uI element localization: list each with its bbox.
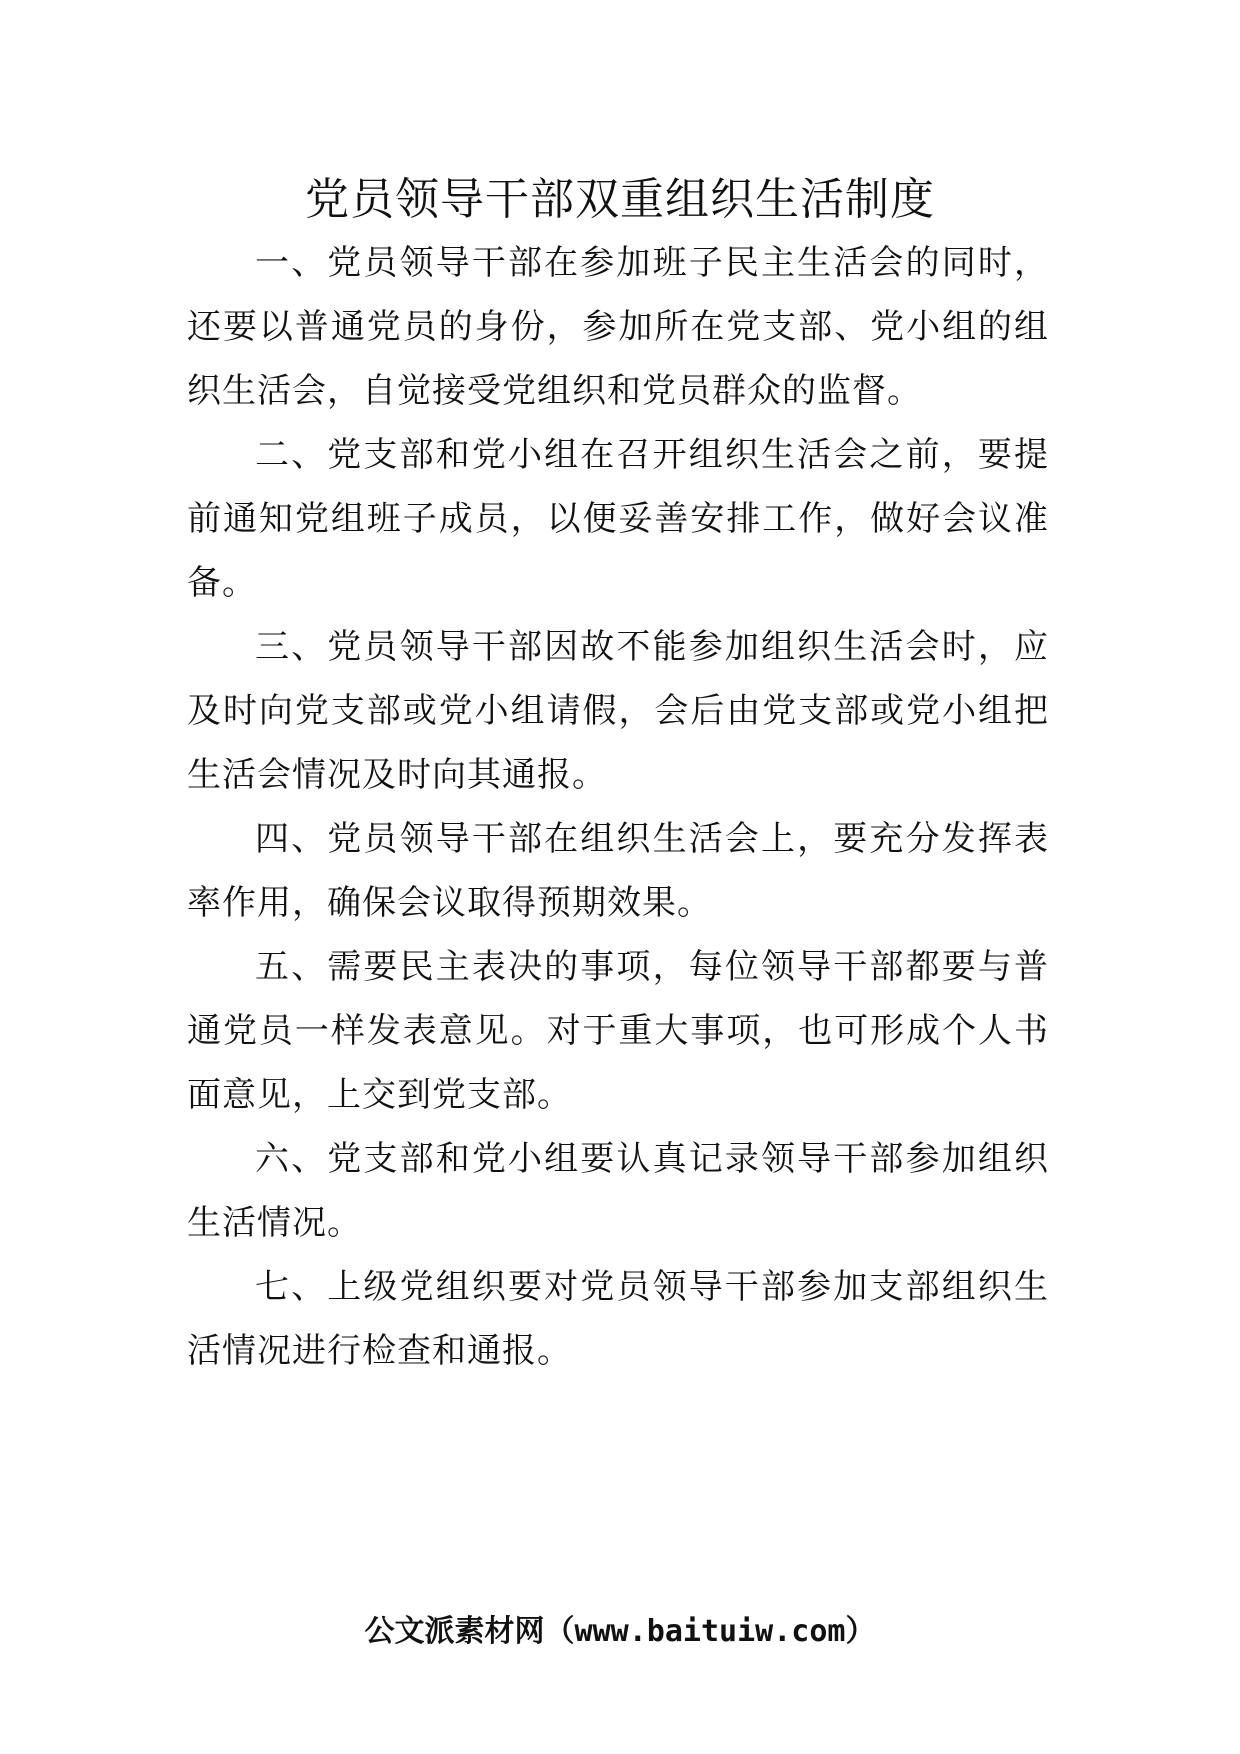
paragraph-1: 一、党员领导干部在参加班子民主生活会的同时，还要以普通党员的身份，参加所在党支部、党小组的组织生活会，自觉接受党组织和党员群众的监督。 bbox=[187, 243, 1049, 411]
document-body bbox=[187, 231, 1049, 1383]
source-footer: 公文派素材网（www.baituiw.com） bbox=[364, 1614, 876, 1649]
document-title: 党员领导干部双重组织生活制度 bbox=[305, 174, 935, 225]
paragraph-6: 六、党支部和党小组要认真记录领导干部参加组织生活情况。 bbox=[187, 1139, 1049, 1243]
paragraph-5: 五、需要民主表决的事项，每位领导干部都要与普通党员一样发表意见。对于重大事项，也可形成个人书面意见，上交到党支部。 bbox=[187, 947, 1049, 1115]
paragraph-4: 四、党员领导干部在组织生活会上，要充分发挥表率作用，确保会议取得预期效果。 bbox=[187, 819, 1049, 923]
paragraph-2: 二、党支部和党小组在召开组织生活会之前，要提前通知党组班子成员，以便妥善安排工作，做好会议准备。 bbox=[187, 435, 1049, 603]
paragraph-3: 三、党员领导干部因故不能参加组织生活会时，应及时向党支部或党小组请假，会后由党支部或党小组把生活会情况及时向其通报。 bbox=[187, 627, 1049, 795]
paragraph-7: 七、上级党组织要对党员领导干部参加支部组织生活情况进行检查和通报。 bbox=[187, 1267, 1049, 1371]
